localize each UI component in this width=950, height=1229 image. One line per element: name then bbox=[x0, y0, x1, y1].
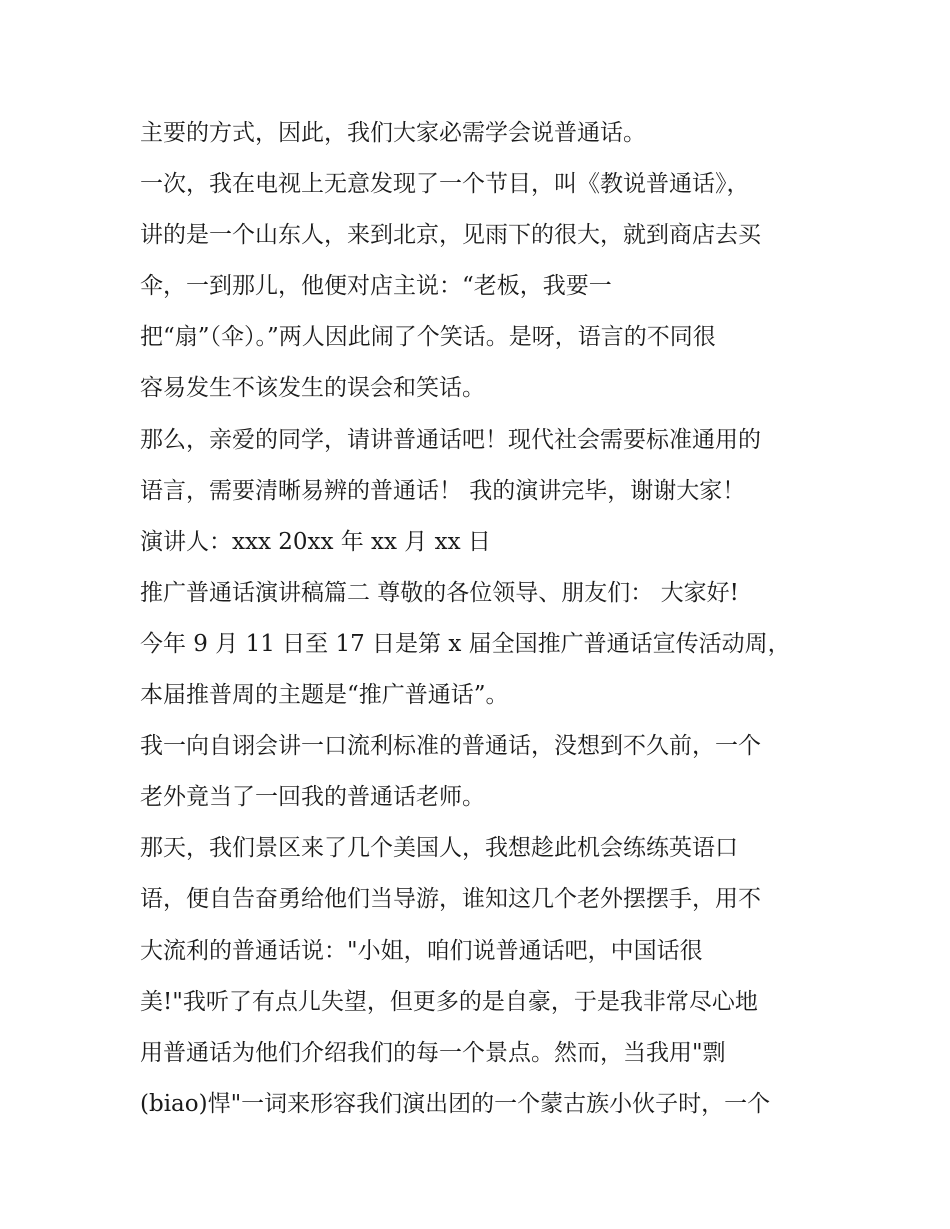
text-line: 大流利的普通话说："小姐，咱们说普通话吧，中国话很 bbox=[140, 937, 703, 964]
text-line: 伞，一到那儿，他便对店主说：“老板，我要一 bbox=[140, 273, 612, 300]
text-line: 一次，我在电视上无意发现了一个节目，叫《教说普通话》， bbox=[140, 171, 750, 198]
text-line: 容易发生不该发生的误会和笑话。 bbox=[140, 375, 485, 402]
text-line: 今年 9 月 11 日至 17 日是第 x 届全国推广普通话宣传活动周， bbox=[140, 630, 791, 657]
text-line: 我一向自诩会讲一口流利标准的普通话，没想到不久前，一个 bbox=[140, 733, 761, 760]
speaker-date-line: 演讲人：xxx 20xx 年 xx 月 xx 日 bbox=[140, 528, 491, 555]
text-line: 那天，我们景区来了几个美国人，我想趁此机会练练英语口 bbox=[140, 835, 738, 862]
text-line: 语言，需要清晰易辨的普通话！ 我的演讲完毕，谢谢大家！ bbox=[140, 477, 746, 504]
section-heading-line: 推广普通话演讲稿篇二 尊敬的各位领导、朋友们： 大家好! bbox=[140, 579, 739, 606]
text-line: 用普通话为他们介绍我们的每一个景点。然而，当我用"剽 bbox=[140, 1039, 726, 1066]
text-line: (biao)悍"一词来形容我们演出团的一个蒙古族小伙子时，一个 bbox=[140, 1090, 771, 1117]
text-line: 把“扇”（伞）。”两人因此闹了个笑话。是呀，语言的不同很 bbox=[140, 324, 716, 351]
text-line: 讲的是一个山东人，来到北京，见雨下的很大，就到商店去买 bbox=[140, 222, 761, 249]
text-line: 主要的方式，因此，我们大家必需学会说普通话。 bbox=[140, 120, 646, 146]
body-text bbox=[140, 108, 830, 1130]
text-line: 老外竟当了一回我的普通话老师。 bbox=[140, 784, 485, 811]
text-line: 那么，亲爱的同学，请讲普通话吧！现代社会需要标准通用的 bbox=[140, 426, 761, 453]
text-line: 美!"我听了有点儿失望，但更多的是自豪，于是我非常尽心地 bbox=[140, 988, 758, 1015]
text-line: 语，便自告奋勇给他们当导游，谁知这几个老外摆摆手，用不 bbox=[140, 886, 761, 913]
text-line: 本届推普周的主题是“推广普通话”。 bbox=[140, 682, 509, 709]
